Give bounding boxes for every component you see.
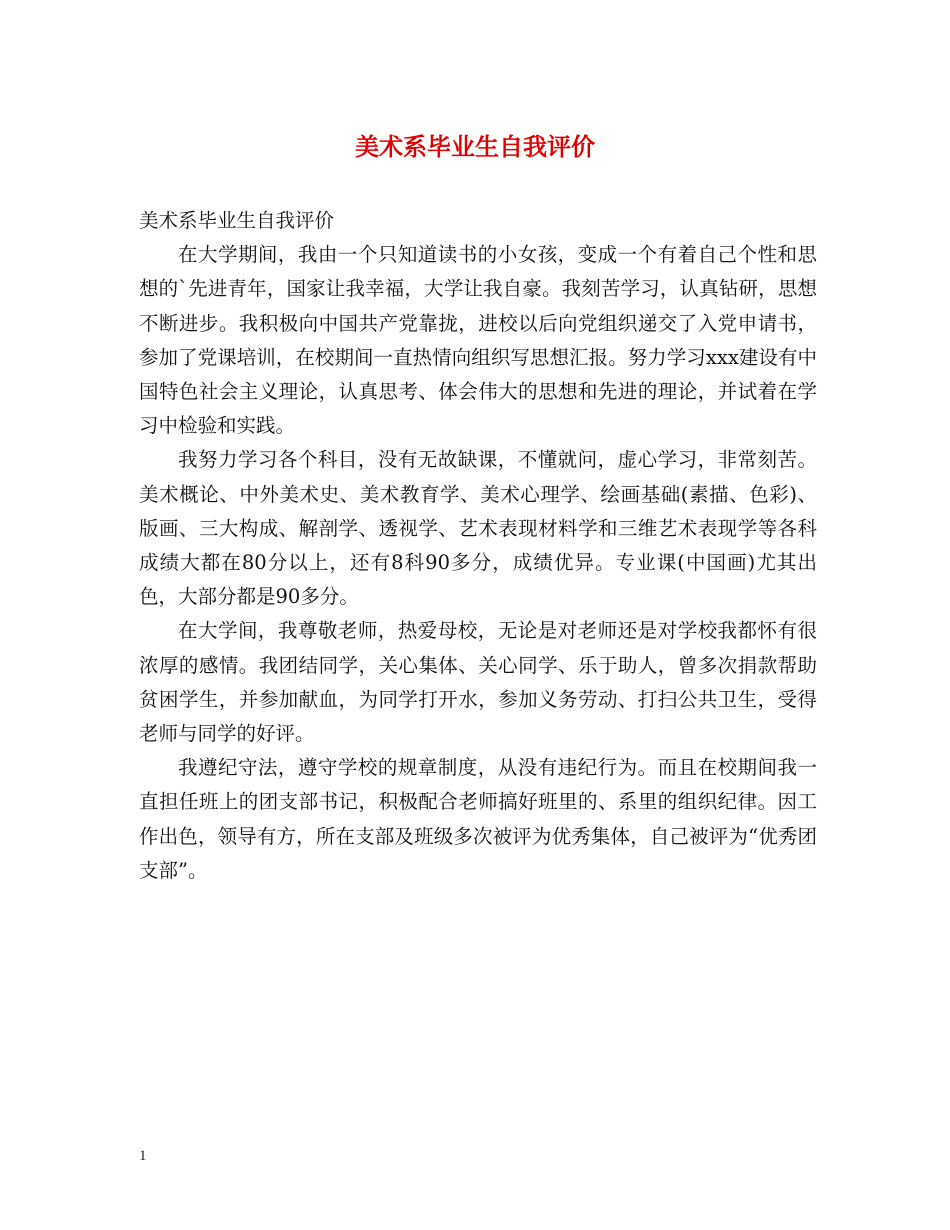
document-subtitle: 美术系毕业生自我评价 — [139, 209, 335, 232]
paragraph-1: 在大学期间，我由一个只知道读书的小女孩，变成一个有着自己个性和思想的`先进青年，国家让我幸福，大学让我自豪。我刻苦学习，认真钻研，思想不断进步。我积极向中国共产党靠拢，进校以后向党组织递交了入党申请书，参加了党课培训，在校期间一直热情向组织写思想汇报。努力学习xxx建设有中国特色社会主义理论，认真思考、体会伟大的思想和先进的理论，并试着在学习中检验和实践。 — [139, 243, 817, 438]
paragraph-3: 在大学间，我尊敬老师，热爱母校，无论是对老师还是对学校我都怀有很浓厚的感情。我团结同学，关心集体、关心同学、乐于助人，曾多次捐款帮助贫困学生，并参加献血，为同学打开水，参加义务劳动、打扫公共卫生，受得老师与同学的好评。 — [139, 619, 817, 746]
document-body — [139, 204, 817, 888]
paragraph-4: 我遵纪守法，遵守学校的规章制度，从没有违纪行为。而且在校期间我一直担任班上的团支部书记，积极配合老师搞好班里的、系里的组织纪律。因工作出色，领导有方，所在支部及班级多次被评为优秀集体，自己被评为“优秀团支部”。 — [139, 756, 817, 882]
paragraph-2: 我努力学习各个科目，没有无故缺课，不懂就问，虚心学习，非常刻苦。美术概论、中外美术史、美术教育学、美术心理学、绘画基础(素描、色彩)、版画、三大构成、解剖学、透视学、艺术表现材料学和三维艺术表现学等各科成绩大都在80分以上，还有8科90多分，成绩优异。专业课(中国画)尤其出色，大部分都是90多分。 — [139, 448, 817, 609]
page-number: 1 — [139, 1148, 147, 1164]
document-title: 美术系毕业生自我评价 — [355, 132, 595, 161]
